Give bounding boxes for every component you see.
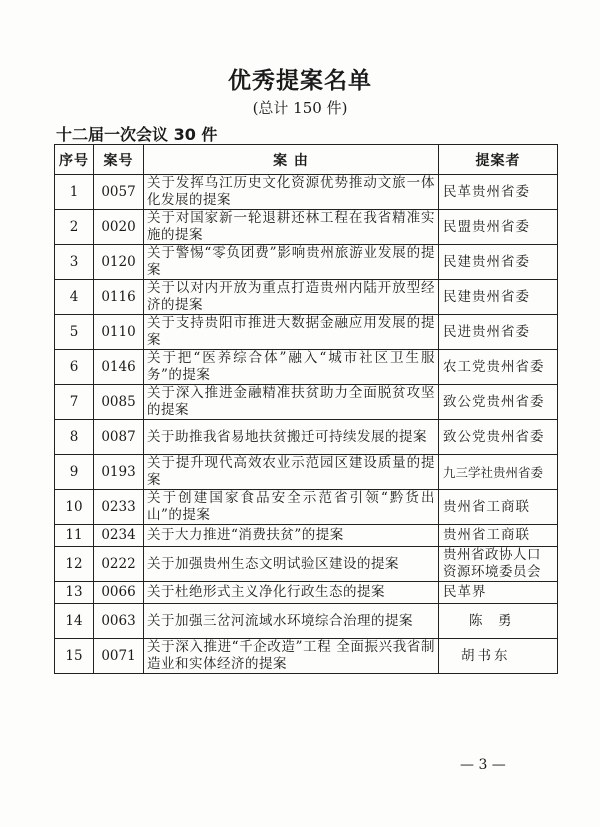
row-author: 民革界 (439, 582, 558, 604)
row-no: 8 (55, 420, 94, 455)
row-author: 贵州省工商联 (439, 490, 558, 525)
row-id: 0193 (94, 455, 144, 490)
row-id: 0222 (94, 547, 144, 582)
row-no: 10 (55, 490, 94, 525)
row-author: 致公党贵州省委 (439, 420, 558, 455)
row-topic: 关于深入推进金融精准扶贫助力全面脱贫攻坚的提案 (144, 385, 439, 420)
row-topic: 关于加强贵州生态文明试验区建设的提案 (144, 547, 439, 582)
table-row (55, 315, 558, 350)
row-author: 贵州省政协人口资源环境委员会 (439, 547, 558, 582)
table-row (55, 490, 558, 525)
row-id: 0085 (94, 385, 144, 420)
table-header-row (55, 145, 558, 175)
row-topic: 关于助推我省易地扶贫搬迁可持续发展的提案 (144, 420, 439, 455)
row-no: 2 (55, 210, 94, 245)
header-no: 序号 (55, 145, 94, 175)
row-topic: 关于发挥乌江历史文化资源优势推动文旅一体化发展的提案 (144, 175, 439, 210)
row-author: 陈 勇 (439, 604, 558, 639)
row-id: 0071 (94, 639, 144, 674)
row-topic: 关于杜绝形式主义净化行政生态的提案 (144, 582, 439, 604)
row-author: 胡书东 (439, 639, 558, 674)
row-no: 1 (55, 175, 94, 210)
row-id: 0066 (94, 582, 144, 604)
row-topic: 关于支持贵阳市推进大数据金融应用发展的提案 (144, 315, 439, 350)
row-id: 0146 (94, 350, 144, 385)
table-row (55, 420, 558, 455)
row-no: 5 (55, 315, 94, 350)
row-no: 3 (55, 245, 94, 280)
row-id: 0116 (94, 280, 144, 315)
row-author: 致公党贵州省委 (439, 385, 558, 420)
row-author: 农工党贵州省委 (439, 350, 558, 385)
page-number: — 3 — (460, 757, 506, 773)
proposal-table (54, 144, 558, 674)
row-author: 民建贵州省委 (439, 245, 558, 280)
row-id: 0120 (94, 245, 144, 280)
row-no: 4 (55, 280, 94, 315)
row-author: 民盟贵州省委 (439, 210, 558, 245)
table-row (55, 525, 558, 547)
table-row (55, 582, 558, 604)
table-row (55, 547, 558, 582)
header-topic: 案 由 (144, 145, 439, 175)
row-topic: 关于以对内开放为重点打造贵州内陆开放型经济的提案 (144, 280, 439, 315)
row-topic: 关于创建国家食品安全示范省引领“黔货出山”的提案 (144, 490, 439, 525)
row-topic: 关于加强三岔河流域水环境综合治理的提案 (144, 604, 439, 639)
table-row (55, 604, 558, 639)
document-subtitle: (总计 150 件) (252, 99, 348, 117)
row-author: 民进贵州省委 (439, 315, 558, 350)
row-author: 民革贵州省委 (439, 175, 558, 210)
row-no: 12 (55, 547, 94, 582)
row-no: 14 (55, 604, 94, 639)
row-no: 13 (55, 582, 94, 604)
row-id: 0110 (94, 315, 144, 350)
header-id: 案号 (94, 145, 144, 175)
row-id: 0063 (94, 604, 144, 639)
row-id: 0087 (94, 420, 144, 455)
table-row (55, 639, 558, 674)
row-no: 6 (55, 350, 94, 385)
row-id: 0020 (94, 210, 144, 245)
table-row (55, 350, 558, 385)
table-row (55, 455, 558, 490)
row-topic: 关于警惕“零负团费”影响贵州旅游业发展的提案 (144, 245, 439, 280)
row-id: 0234 (94, 525, 144, 547)
header-author: 提案者 (439, 145, 558, 175)
row-topic: 关于提升现代高效农业示范园区建设质量的提案 (144, 455, 439, 490)
row-id: 0057 (94, 175, 144, 210)
row-id: 0233 (94, 490, 144, 525)
table-row (55, 245, 558, 280)
row-no: 11 (55, 525, 94, 547)
row-no: 7 (55, 385, 94, 420)
table-row (55, 280, 558, 315)
row-topic: 关于大力推进“消费扶贫”的提案 (144, 525, 439, 547)
section-heading: 十二届一次会议 30 件 (56, 125, 218, 144)
table-row (55, 210, 558, 245)
row-topic: 关于把“医养综合体”融入“城市社区卫生服务”的提案 (144, 350, 439, 385)
row-topic: 关于深入推进“千企改造”工程 全面振兴我省制造业和实体经济的提案 (144, 639, 439, 674)
row-topic: 关于对国家新一轮退耕还林工程在我省精准实施的提案 (144, 210, 439, 245)
row-author: 民建贵州省委 (439, 280, 558, 315)
table-row (55, 175, 558, 210)
row-no: 9 (55, 455, 94, 490)
document-title: 优秀提案名单 (228, 67, 372, 94)
row-author: 九三学社贵州省委 (439, 455, 558, 490)
table-row (55, 385, 558, 420)
row-author: 贵州省工商联 (439, 525, 558, 547)
row-no: 15 (55, 639, 94, 674)
